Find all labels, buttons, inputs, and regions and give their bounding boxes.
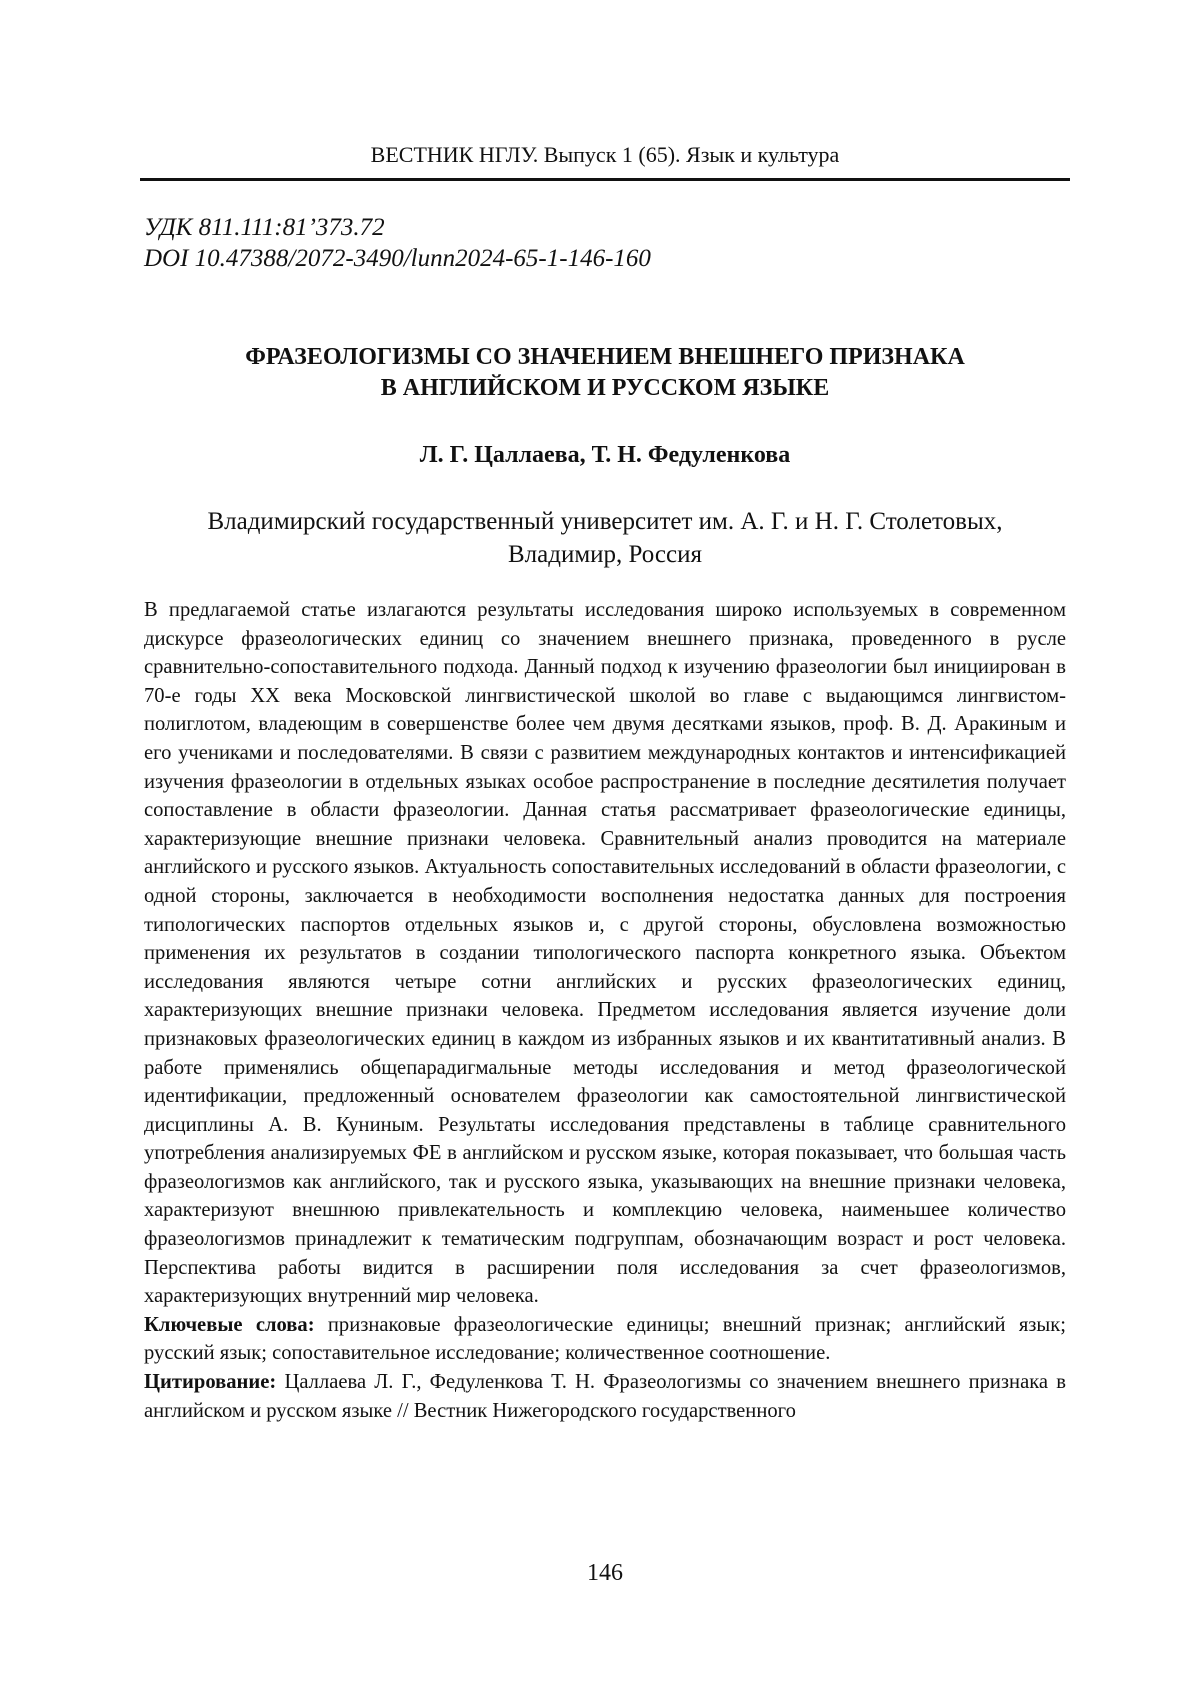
citation-text: Цаллаева Л. Г., Федуленкова Т. Н. Фразеологизмы со значением внешнего признака в английском и русском языке // Вестник Нижегородского государственного	[144, 1371, 1066, 1422]
header-rule	[140, 178, 1070, 181]
affiliation	[140, 505, 1070, 571]
udk-code: УДК 811.111:81’373.72	[144, 212, 651, 243]
abstract-text: В предлагаемой статье излагаются результаты исследования широко используемых в современном дискурсе фразеологических единиц со значением внешнего признака, проведенного в русле сравнительно-сопоставительного подхода. Данный подход к изучению фразеологии был инициирован в 70-е годы XX века Московской лингвистической школой во главе с выдающимся лингвистом-полиглотом, владеющим в совершенстве более чем двумя десятками языков, проф. В. Д. Аракиным и его учениками и последователями. В связи с развитием международных контактов и интенсификацией изучения фразеологии в отдельных языках особое распространение в последние десятилетия получает сопоставление в области фразеологии. Данная статья рассматривает фразеологические единицы, характеризующие внешние признаки человека. Сравнительный анализ проводится на материале английского и русского языков. Актуальность сопоставительных исследований в области фразеологии, с одной стороны, заключается в необходимости восполнения недостатка данных для построения типологических паспортов отдельных языков и, с другой стороны, обусловлена возможностью применения их результатов в создании типологического паспорта конкретного языка. Объектом исследования являются четыре сотни английских и русских фразеологических единиц, характеризующих внешние признаки человека. Предметом исследования является изучение доли признаковых фразеологических единиц в каждом из избранных языков и их квантитативный анализ. В работе применялись общепарадигмальные методы исследования и метод фразеологической идентификации, предложенный основателем фразеологии как самостоятельной лингвистической дисциплины А. В. Куниным. Результаты исследования представлены в таблице сравнительного употребления анализируемых ФЕ в английском и русском языке, которая показывает, что большая часть фразеологизмов как английского, так и русского языка, указывающих на внешние признаки человека, характеризуют внешнюю привлекательность и комплекцию человека, наименьшее количество фразеологизмов принадлежит к тематическим подгруппам, обозначающим возраст и рост человека. Перспектива работы видится в расширении поля исследования за счет фразеологизмов, характеризующих внутренний мир человека.	[144, 596, 1066, 1311]
title-line-1: ФРАЗЕОЛОГИЗМЫ СО ЗНАЧЕНИЕМ ВНЕШНЕГО ПРИЗНАКА	[140, 342, 1070, 373]
affiliation-line-1: Владимирский государственный университет им. А. Г. и Н. Г. Столетовых,	[140, 505, 1070, 538]
title-line-2: В АНГЛИЙСКОМ И РУССКОМ ЯЗЫКЕ	[140, 373, 1070, 404]
identifiers	[144, 212, 651, 274]
article-title	[140, 342, 1070, 404]
citation-label: Цитирование:	[144, 1371, 276, 1393]
doi: DOI 10.47388/2072-3490/lunn2024-65-1-146-160	[144, 243, 651, 274]
citation	[144, 1368, 1066, 1425]
keywords	[144, 1311, 1066, 1368]
authors: Л. Г. Цаллаева, Т. Н. Федуленкова	[140, 442, 1070, 469]
keywords-label: Ключевые слова:	[144, 1314, 315, 1336]
affiliation-line-2: Владимир, Россия	[140, 538, 1070, 571]
article-page	[0, 0, 1200, 1697]
running-header: ВЕСТНИК НГЛУ. Выпуск 1 (65). Язык и культура	[140, 142, 1070, 168]
abstract-block	[144, 596, 1066, 1425]
keywords-text: признаковые фразеологические единицы; внешний признак; английский язык; русский язык; сопоставительное исследование; количественное соотношение.	[144, 1314, 1066, 1365]
page-number: 146	[140, 1560, 1070, 1587]
